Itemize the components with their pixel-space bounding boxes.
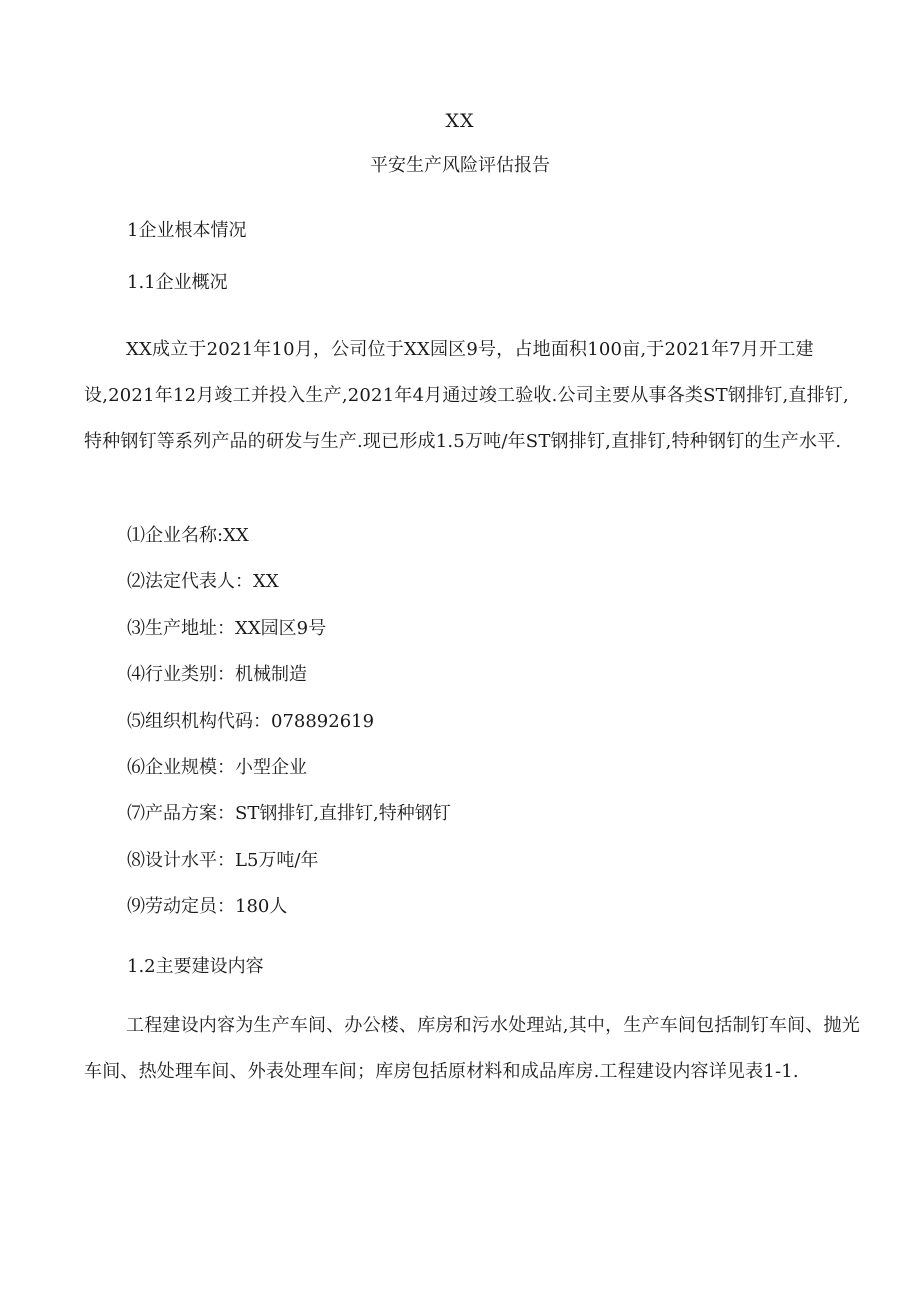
list-item: ⑴企业名称:XX <box>127 525 249 546</box>
list-item: ⑼劳动定员：180人 <box>127 896 288 918</box>
list-item: ⑺产品方案：ST钢排钉,直排钉,特种钢钉 <box>127 803 451 825</box>
list-item: ⑹企业规模：小型企业 <box>127 756 307 778</box>
company-info-list <box>127 518 451 936</box>
list-item: ⑷行业类别：机械制造 <box>127 664 307 686</box>
section-1-1-heading: 1.1企业概况 <box>127 272 228 293</box>
section-1-2-heading: 1.2主要建设内容 <box>127 956 264 977</box>
construction-content-paragraph: 工程建设内容为生产车间、办公楼、库房和污水处理站,其中，生产车间包括制钉车间、抛光车间、热处理车间、外表处理车间；库房包括原材料和成品库房.工程建设内容详见表1-1. <box>84 1015 860 1082</box>
section-1-heading: 1企业根本情况 <box>127 220 247 241</box>
list-item: ⑸组织机构代码：078892619 <box>127 710 375 732</box>
document-title: XX <box>445 110 475 132</box>
document-subtitle: 平安生产风险评估报告 <box>370 155 550 176</box>
list-item: ⑶生产地址：XX园区9号 <box>127 617 327 639</box>
company-overview-paragraph: XX成立于2021年10月，公司位于XX园区9号，占地面积100亩,于2021年7月开工建设,2021年12月竣工并投入生产,2021年4月通过竣工验收.公司主要从事各类ST钢排钉,直排钉,特种钢钉等系列产品的研发与生产.现已形成1.5万吨/年ST钢排钉,直排钉,特种钢钉的生产水平. <box>84 339 849 452</box>
list-item: ⑻设计水平：L5万吨/年 <box>127 849 319 871</box>
list-item: ⑵法定代表人：XX <box>127 571 279 593</box>
